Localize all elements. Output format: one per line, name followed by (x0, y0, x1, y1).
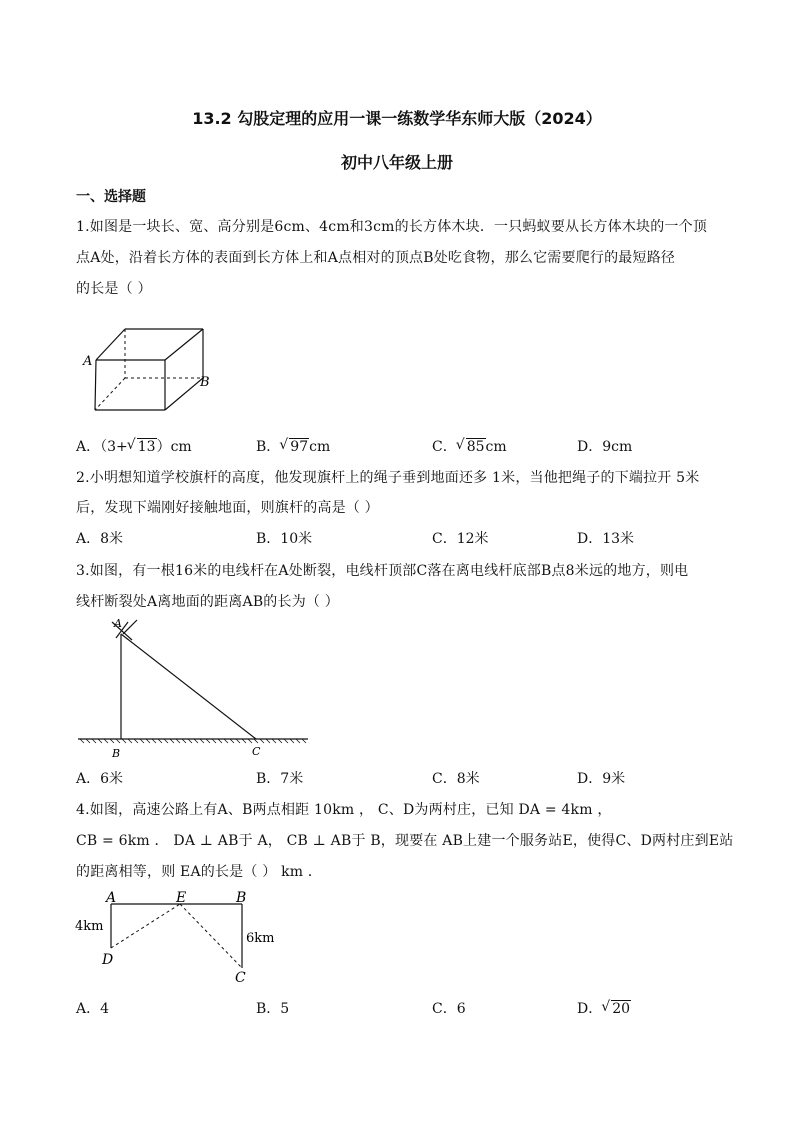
q3-text-line-2: 线杆断裂处A离地面的距离AB的长为（ ） (76, 594, 339, 610)
q1-option-a: A．（3+√ 13）cm (76, 436, 192, 456)
q4-label-a: A (106, 890, 117, 906)
q3-option-b: B．7米 (256, 771, 304, 787)
sqrt-symbol: √ 97 (280, 439, 309, 455)
q2-option-b: B．10米 (256, 531, 313, 547)
q1-cuboid-figure (80, 320, 220, 420)
q4-text-line-2: CB = 6km ． DA ⊥ AB于 A， CB ⊥ AB于 B，现要在 AB上建一个服务站E，使得C、D两村庄到E站 (76, 833, 734, 849)
q3-label-b: B (112, 747, 121, 760)
q3-option-c: C．8米 (432, 771, 480, 787)
q3-text-line-1: 3.如图，有一根16米的电线杆在A处断裂，电线杆顶部C落在离电线杆底部B点8米远的地方，则电 (76, 563, 689, 579)
sqrt-symbol: √ 85 (457, 439, 486, 455)
page-title: 13.2 勾股定理的应用一课一练数学华东师大版（2024） (192, 109, 602, 128)
q4-option-a: A．4 (76, 1001, 110, 1017)
q1-option-b: B．√ 97cm (256, 436, 330, 456)
q3-option-d: D．9米 (577, 771, 626, 787)
q4-label-da-length: 4km (75, 919, 104, 934)
page-subtitle: 初中八年级上册 (340, 153, 453, 172)
q2-text-line-2: 后，发现下端刚好接触地面，则旗杆的高是（ ） (76, 500, 379, 516)
q4-label-c: C (235, 970, 246, 986)
q1-text-line-2: 点A处，沿着长方体的表面到长方体上和A点相对的顶点B处吃食物，那么它需要爬行的最短路径 (76, 250, 676, 266)
q3-option-a: A．6米 (76, 771, 124, 787)
q3-label-c: C (252, 745, 261, 758)
q4-label-e: E (176, 890, 187, 906)
q1-option-c: C．√ 85cm (432, 436, 507, 456)
q4-option-b: B．5 (256, 1001, 290, 1017)
q4-option-d: D．√ 20 (577, 998, 631, 1018)
q1-text-line-3: 的长是（ ） (76, 281, 152, 297)
q4-text-line-1: 4.如图，高速公路上有A、B两点相距 10km ， C、D为两村庄，已知 DA = 4km ， (76, 802, 612, 818)
q2-text-line-1: 2.小明想知道学校旗杆的高度，他发现旗杆上的绳子垂到地面还多 1米，当他把绳子的下端拉开 5米 (76, 470, 700, 486)
q4-road-figure (74, 886, 294, 986)
q4-label-b: B (236, 890, 247, 906)
sqrt-symbol: √ 20 (602, 1001, 631, 1017)
q1-label-b: B (200, 375, 210, 390)
q2-option-d: D．13米 (577, 531, 635, 547)
q4-text-line-3: 的距离相等，则 EA的长是（ ） km ． (76, 864, 323, 880)
q2-option-a: A．8米 (76, 531, 124, 547)
section-heading: 一、选择题 (76, 189, 146, 205)
q2-option-c: C．12米 (432, 531, 489, 547)
q1-label-a: A (83, 354, 93, 369)
q3-label-a: A (114, 617, 122, 630)
q4-label-cb-length: 6km (246, 931, 275, 946)
q3-pole-figure (76, 614, 316, 764)
q4-label-d: D (102, 952, 114, 968)
q1-option-d: D．9cm (577, 439, 633, 455)
sqrt-symbol: √ 13 (128, 439, 157, 455)
q4-option-c: C．6 (432, 1001, 466, 1017)
q1-text-line-1: 1.如图是一块长、宽、高分别是6cm、4cm和3cm的长方体木块．一只蚂蚁要从长方体木块的一个顶 (76, 219, 708, 235)
